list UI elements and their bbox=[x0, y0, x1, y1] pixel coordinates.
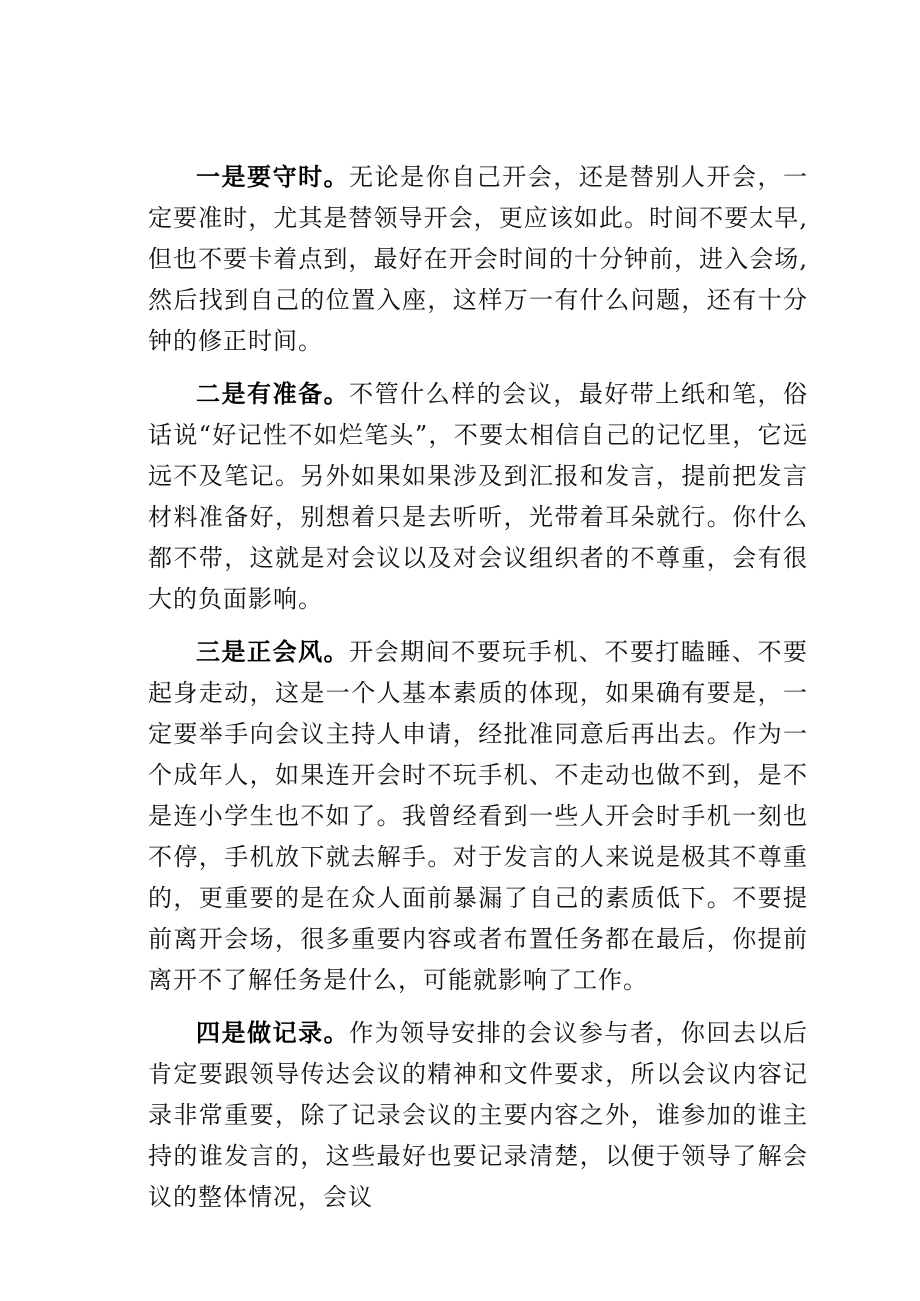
document-body bbox=[148, 156, 808, 1229]
paragraph-text: 无论是你自己开会，还是替别人开会，一定要准时，尤其是替领导开会，更应该如此。时间不要太早,但也不要卡着点到，最好在开会时间的十分钟前，进入会场,然后找到自己的位置入座，这样万一有什么问题，还有十分钟的修正时间。 bbox=[148, 163, 809, 355]
paragraph-text: 不管什么样的会议，最好带上纸和笔，俗话说“好记性不如烂笔头”，不要太相信自己的记忆里，它远远不及笔记。另外如果如果涉及到汇报和发言，提前把发言材料准备好，别想着只是去听听，光带着耳朵就行。你什么都不带，这就是对会议以及对会议组织者的不尊重，会有很大的负面影响。 bbox=[148, 380, 809, 613]
paragraph-notes bbox=[148, 1012, 808, 1218]
paragraph-conduct bbox=[148, 631, 808, 1001]
paragraph-lead: 四是做记录。 bbox=[196, 1018, 350, 1047]
paragraph-lead: 二是有准备。 bbox=[196, 379, 350, 408]
paragraph-punctuality bbox=[148, 156, 808, 362]
paragraph-lead: 三是正会风。 bbox=[196, 637, 350, 666]
paragraph-preparation bbox=[148, 373, 808, 620]
paragraph-text: 作为领导安排的会议参与者，你回去以后肯定要跟领导传达会议的精神和文件要求，所以会议内容记录非常重要，除了记录会议的主要内容之外，谁参加的谁主持的谁发言的，这些最好也要记录清楚，以便于领导了解会议的整体情况，会议 bbox=[148, 1019, 809, 1211]
paragraph-lead: 一是要守时。 bbox=[196, 162, 350, 191]
paragraph-text: 开会期间不要玩手机、不要打瞌睡、不要起身走动，这是一个人基本素质的体现，如果确有要是，一定要举手向会议主持人申请，经批准同意后再出去。作为一个成年人，如果连开会时不玩手机、不走动也做不到，是不是连小学生也不如了。我曾经看到一些人开会时手机一刻也不停，手机放下就去解手。对于发言的人来说是极其不尊重的，更重要的是在众人面前暴漏了自己的素质低下。不要提前离开会场，很多重要内容或者布置任务都在最后，你提前离开不了解任务是什么，可能就影响了工作。 bbox=[148, 638, 809, 994]
